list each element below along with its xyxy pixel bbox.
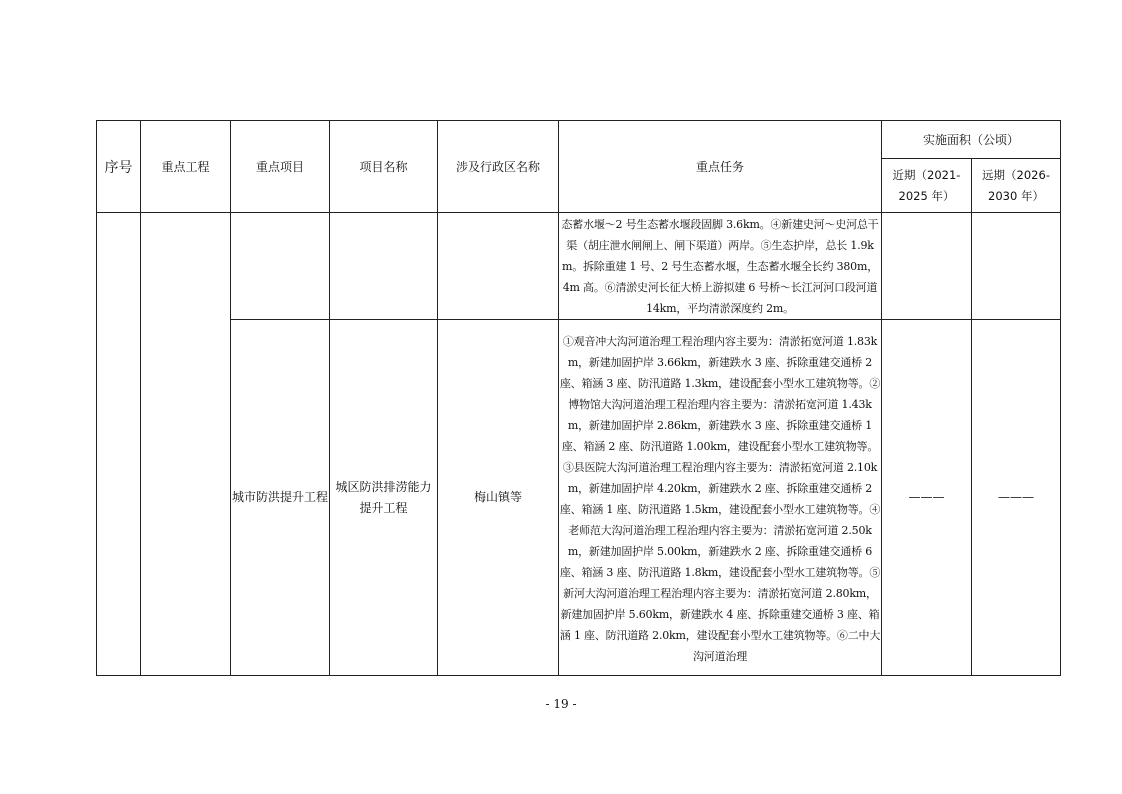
admin-region-cell: 梅山镇等: [438, 320, 559, 676]
header-admin-region: 涉及行政区名称: [438, 121, 559, 213]
table-header: [97, 121, 1061, 213]
key-project-cell: [231, 213, 330, 320]
header-long-term: 远期（2026-2030 年）: [972, 159, 1061, 213]
header-seq: 序号: [97, 121, 141, 213]
project-name-cell: 城区防洪排涝能力提升工程: [330, 320, 438, 676]
long-term-cell: ———: [972, 320, 1061, 676]
project-name-cell: [330, 213, 438, 320]
header-near-term: 近期（2021-2025 年）: [882, 159, 972, 213]
header-key-task: 重点任务: [559, 121, 882, 213]
header-project-name: 项目名称: [330, 121, 438, 213]
near-term-cell: [882, 213, 972, 320]
page-number: - 19 -: [545, 697, 577, 711]
header-area-group: 实施面积（公顷）: [882, 121, 1061, 159]
key-task-cell: ①观音冲大沟河道治理工程治理内容主要为：清淤拓宽河道 1.83km，新建加固护岸 3.66km，新建跌水 3 座、拆除重建交通桥 2 座、箱涵 3 座、防汛道路 1.3km，建设配套小型水工建筑物等。②博物馆大沟河道治理工程治理内容主要为：清淤拓宽河道 1.43km，新建加固护岸 2.86km，新建跌水 3 座、拆除重建交通桥 1 座、箱涵 2 座、防汛道路 1.00km，建设配套小型水工建筑物等。③县医院大沟河道治理工程治理内容主要为：清淤拓宽河道 2.10km，新建加固护岸 4.20km，新建跌水 2 座、拆除重建交通桥 2 座、箱涵 1 座、防汛道路 1.5km，建设配套小型水工建筑物等。④老师范大沟河道治理工程治理内容主要为：清淤拓宽河道 2.50km，新建加固护岸 5.00km，新建跌水 2 座、拆除重建交通桥 6 座、箱涵 3 座、防汛道路 1.8km，建设配套小型水工建筑物等。⑤新河大沟河道治理工程治理内容主要为：清淤拓宽河道 2.80km，新建加固护岸 5.60km，新建跌水 4 座、拆除重建交通桥 3 座、箱涵 1 座、防汛道路 2.0km，建设配套小型水工建筑物等。⑥二中大沟河道治理: [559, 320, 882, 676]
key-engineering-cell: [141, 213, 231, 676]
table-row: [97, 320, 1061, 676]
long-term-cell: [972, 213, 1061, 320]
plan-table: [96, 120, 1061, 676]
header-key-project: 重点项目: [231, 121, 330, 213]
key-project-cell: 城市防洪提升工程: [231, 320, 330, 676]
admin-region-cell: [438, 213, 559, 320]
near-term-cell: ———: [882, 320, 972, 676]
header-key-engineering: 重点工程: [141, 121, 231, 213]
seq-cell: [97, 213, 141, 676]
key-task-cell: 态蓄水堰～2 号生态蓄水堰段固脚 3.6km。④新建史河～史河总干渠（胡庄泄水闸闸上、闸下渠道）两岸。⑤生态护岸，总长 1.9km。拆除重建 1 号、2 号生态蓄水堰，生态蓄水堰全长约 380m，4m 高。⑥清淤史河长征大桥上游拟建 6 号桥～长江河河口段河道 14km，平均清淤深度约 2m。: [559, 213, 882, 320]
table-row: [97, 213, 1061, 320]
